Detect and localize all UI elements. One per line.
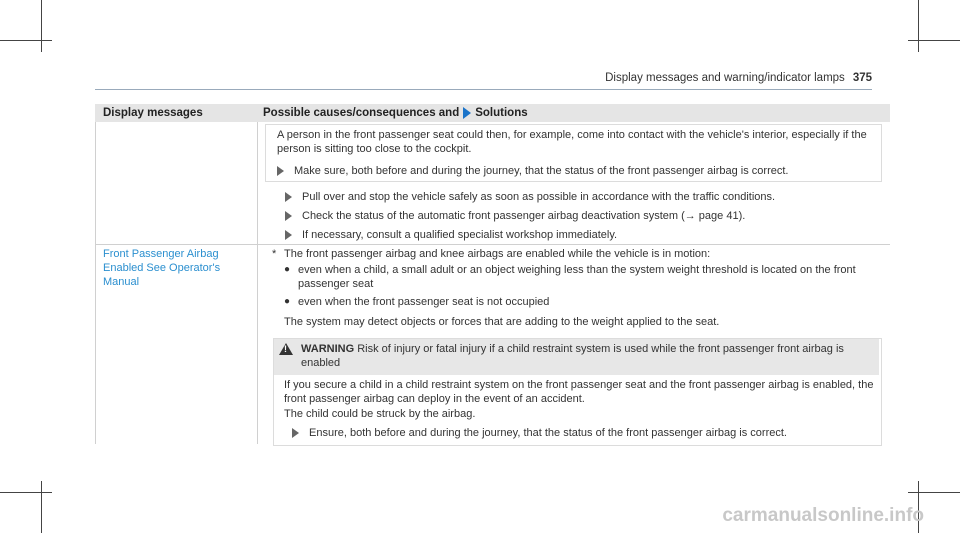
list-item: ● even when a child, a small adult or an object weighing less than the system weight threshold is located on the front passenger seat: [284, 264, 856, 290]
header-rule: [95, 89, 872, 90]
page-header: [605, 72, 872, 84]
column-divider: [95, 122, 96, 444]
step-arrow-icon: [277, 166, 284, 176]
step-arrow-icon: [285, 192, 292, 202]
step-arrow-icon: [285, 230, 292, 240]
play-arrow-icon: [463, 107, 471, 119]
crop-mark: [0, 40, 52, 41]
col-causes-solutions: Possible causes/consequences and Solutions: [263, 107, 528, 119]
step-pull-over: Pull over and stop the vehicle safely as soon as possible in accordance with the traffic conditions.: [285, 190, 880, 204]
page-number: 375: [852, 72, 872, 84]
info-box-step: Make sure, both before and during the journey, that the status of the front passenger airbag is correct.: [277, 164, 877, 178]
bullet-icon: ●: [284, 296, 291, 307]
crop-mark: [0, 492, 52, 493]
section-title: Display messages and warning/indicator lamps: [605, 72, 845, 84]
warning-step: Ensure, both before and during the journey, that the status of the front passenger airbag is correct.: [292, 426, 877, 440]
watermark: carmanualsonline.info: [722, 505, 924, 526]
warning-label: WARNING: [301, 343, 355, 355]
crop-mark: [41, 0, 42, 52]
bullet-icon: ●: [284, 264, 291, 275]
display-message: Front Passenger Airbag Enabled See Operator's Manual: [103, 248, 221, 288]
step-arrow-icon: [292, 428, 299, 438]
star-marker: *: [272, 248, 277, 260]
detect-text: The system may detect objects or forces that are adding to the weight applied to the seat.: [284, 316, 720, 328]
warning-text: WARNING Risk of injury or fatal injury if a child restraint system is used while the front passenger front airbag is enabled: [301, 343, 844, 369]
intro-text: The front passenger airbag and knee airbags are enabled while the vehicle is in motion:: [284, 248, 711, 260]
step-check-status: Check the status of the automatic front passenger airbag deactivation system (→ page 41).: [285, 209, 880, 223]
info-box-text: A person in the front passenger seat could then, for example, come into contact with the vehicle's interior, especially if the person is sitting too close to the cockpit.: [277, 129, 867, 155]
step-arrow-icon: [285, 211, 292, 221]
step-consult: If necessary, consult a qualified specialist workshop immediately.: [285, 228, 880, 242]
crop-mark: [918, 0, 919, 52]
table-header: [95, 104, 890, 122]
crop-mark: [41, 481, 42, 533]
warning-paragraph: If you secure a child in a child restraint system on the front passenger seat and the front passenger airbag is enabled, the front passenger airbag can deploy in the event of an accident.: [284, 379, 874, 405]
warning-paragraph: The child could be struck by the airbag.: [284, 408, 476, 420]
crop-mark: [908, 492, 960, 493]
col-display-messages: Display messages: [103, 107, 203, 119]
list-item: ● even when the front passenger seat is not occupied: [284, 296, 550, 308]
crop-mark: [908, 40, 960, 41]
column-divider: [257, 122, 258, 444]
messages-table: [95, 104, 890, 444]
row-divider: [95, 244, 890, 245]
warning-icon: [279, 343, 293, 355]
